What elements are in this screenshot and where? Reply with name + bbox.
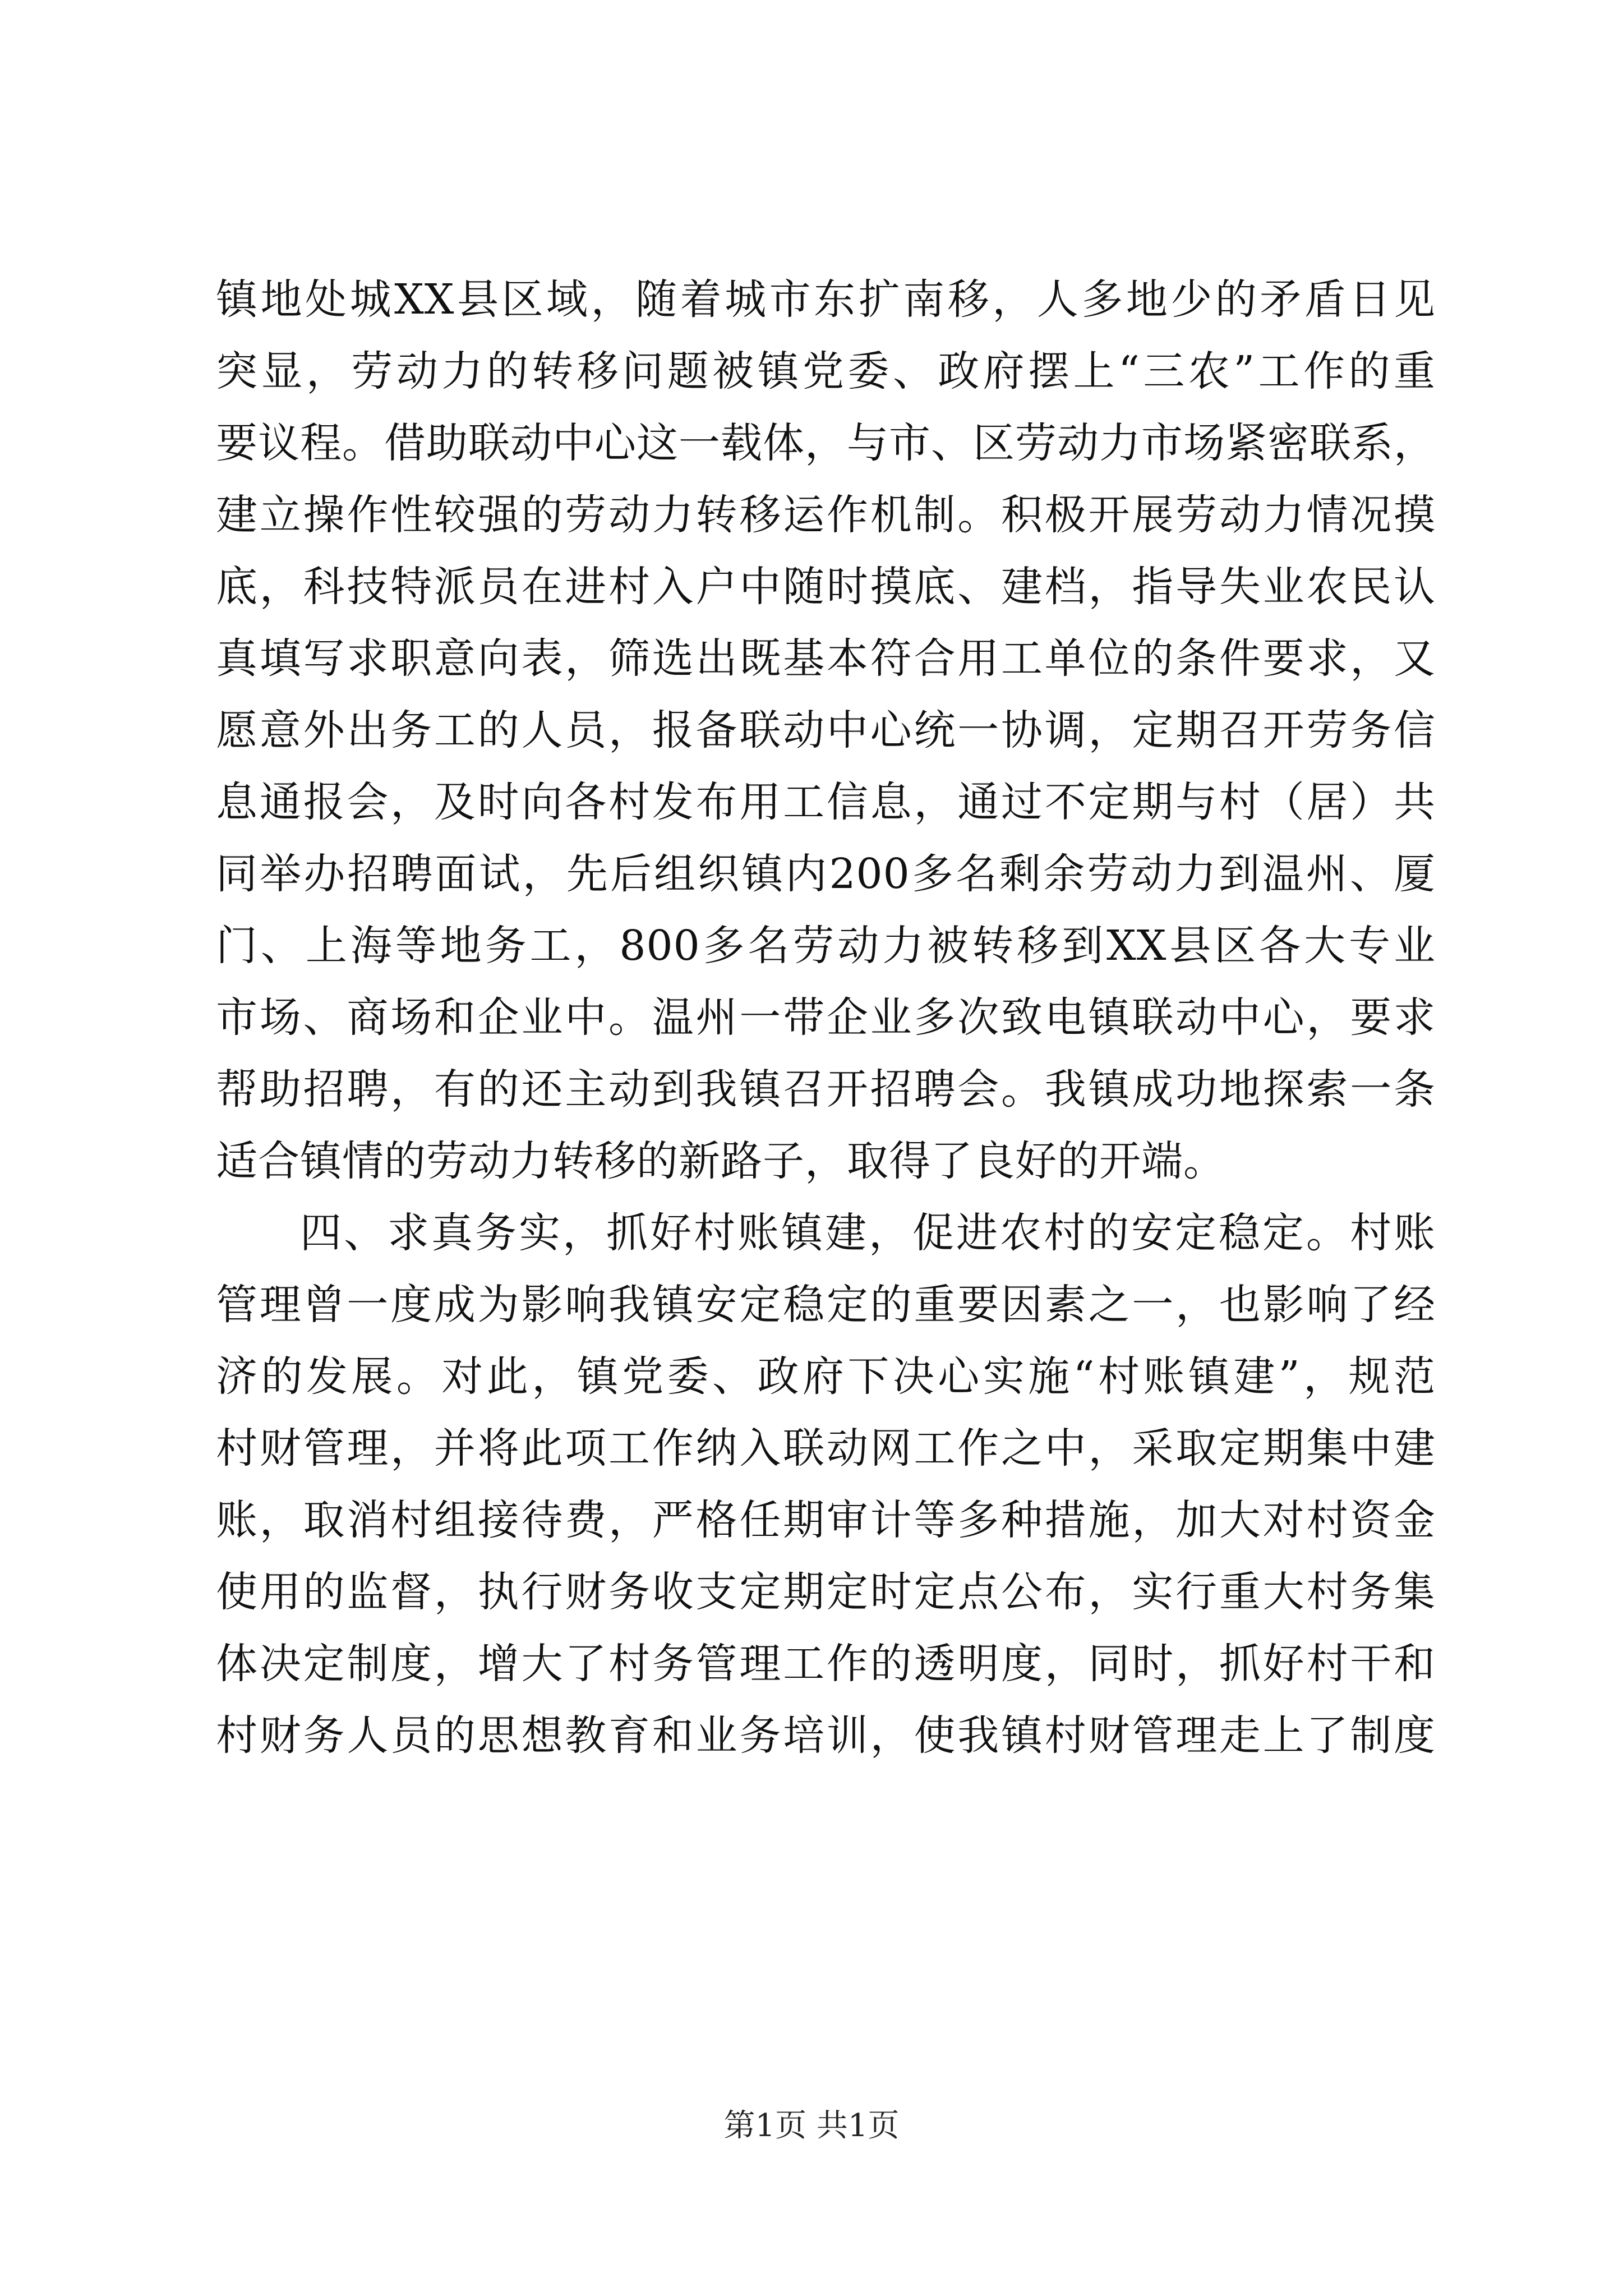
text-line: 使用的监督，执行财务收支定期定时定点公布，实行重大村务集 (216, 1568, 1436, 1616)
text-line: 底，科技特派员在进村入户中随时摸底、建档，指导失业农民认 (216, 563, 1436, 611)
text-line: 市场、商场和企业中。温州一带企业多次致电镇联动中心，要求 (216, 993, 1436, 1042)
page-number-footer: 第1页 共1页 (723, 2108, 900, 2144)
text-line: 同举办招聘面试，先后组织镇内200多名剩余劳动力到温州、厦 (216, 850, 1436, 898)
text-line: 愿意外出务工的人员，报备联动中心统一协调，定期召开劳务信 (216, 706, 1436, 754)
text-line: 体决定制度，增大了村务管理工作的透明度，同时，抓好村干和 (216, 1640, 1436, 1688)
text-line: 要议程。借助联动中心这一载体，与市、区劳动力市场紧密联系， (216, 419, 1436, 467)
text-line: 突显，劳动力的转移问题被镇党委、政府摆上“三农”工作的重 (216, 347, 1436, 395)
text-line: 账，取消村组接待费，严格任期审计等多种措施，加大对村资金 (216, 1496, 1436, 1544)
paragraph-2 (216, 1197, 1436, 1772)
text-line: 村财管理，并将此项工作纳入联动网工作之中，采取定期集中建 (216, 1424, 1436, 1473)
text-line: 济的发展。对此，镇党委、政府下决心实施“村账镇建”，规范 (216, 1352, 1436, 1401)
text-line: 四、求真务实，抓好村账镇建，促进农村的安定稳定。村账 (300, 1209, 1436, 1257)
text-line: 门、上海等地务工，800多名劳动力被转移到XX县区各大专业 (216, 922, 1436, 970)
text-line: 镇地处城XX县区域，随着城市东扩南移，人多地少的矛盾日见 (216, 275, 1436, 324)
text-line: 村财务人员的思想教育和业务培训，使我镇村财管理走上了制度 (216, 1711, 1436, 1760)
text-line: 管理曾一度成为影响我镇安定稳定的重要因素之一，也影响了经 (216, 1281, 1436, 1329)
paragraph-1 (216, 264, 1436, 1197)
text-line: 帮助招聘，有的还主动到我镇召开招聘会。我镇成功地探索一条 (216, 1065, 1436, 1114)
text-line: 适合镇情的劳动力转移的新路子，取得了良好的开端。 (216, 1137, 1225, 1185)
text-line: 真填写求职意向表，筛选出既基本符合用工单位的条件要求，又 (216, 634, 1436, 683)
text-line: 息通报会，及时向各村发布用工信息，通过不定期与村（居）共 (216, 778, 1436, 826)
document-body (216, 264, 1436, 1772)
text-line: 建立操作性较强的劳动力转移运作机制。积极开展劳动力情况摸 (216, 491, 1436, 539)
